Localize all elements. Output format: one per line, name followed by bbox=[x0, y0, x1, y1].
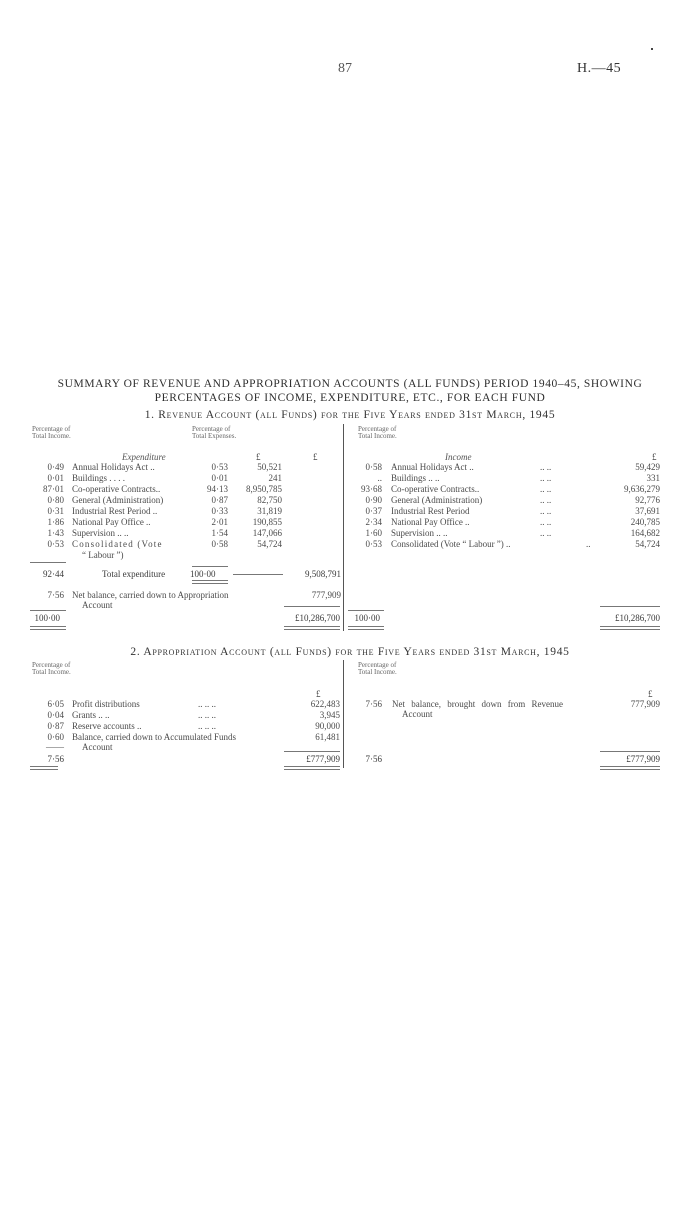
income-leader-dots: .. .. bbox=[540, 495, 552, 505]
appropriation-amount: 61,481 bbox=[315, 732, 340, 742]
income-currency: £ bbox=[652, 452, 657, 462]
double-rule bbox=[284, 626, 340, 630]
expenditure-pct-exp: 2·01 bbox=[211, 517, 228, 527]
appropriation-total-left: £777,909 bbox=[306, 754, 340, 764]
expenditure-amount: 54,724 bbox=[257, 539, 282, 549]
appropriation-pct: 0·04 bbox=[47, 710, 64, 720]
expenditure-amount: 82,750 bbox=[257, 495, 282, 505]
income-pct: 0·53 bbox=[365, 539, 382, 549]
appropriation-amount: 622,483 bbox=[310, 699, 340, 709]
income-label: General (Administration) bbox=[391, 495, 483, 505]
income-leader-dots: .. .. bbox=[540, 506, 552, 516]
income-pct: .. bbox=[377, 473, 382, 483]
summary-title-line-1: SUMMARY OF REVENUE AND APPROPRIATION ACCOUNTS (ALL FUNDS) PERIOD 1940–45, SHOWING bbox=[57, 378, 643, 390]
appropriation-amount: 90,000 bbox=[315, 721, 340, 731]
expenditure-amount: 8,950,785 bbox=[246, 484, 282, 494]
expenditure-pct: 0·80 bbox=[47, 495, 64, 505]
income-label: Industrial Rest Period bbox=[391, 506, 470, 516]
income-label: Co-operative Contracts.. bbox=[391, 484, 480, 494]
expenditure-label: General (Administration) bbox=[72, 495, 164, 505]
revenue-account-heading: 1. Revenue Account (all Funds) for the Five Years ended 31st March, 1945 bbox=[144, 409, 556, 421]
appropriation-label-continued: Account bbox=[82, 742, 113, 752]
appropriation-label: Profit distributions bbox=[72, 699, 140, 709]
rule bbox=[284, 606, 340, 607]
expenditure-pct-exp: 94·13 bbox=[207, 484, 228, 494]
total-pct-exp: 100·00 bbox=[190, 569, 216, 579]
appropriation-right-pct-income-header: Percentage of Total Income. bbox=[358, 661, 397, 676]
revenue-grand-pct-right: 100·00 bbox=[354, 613, 380, 623]
income-pct: 2·34 bbox=[365, 517, 382, 527]
appropriation-account-heading: 2. Appropriation Account (all Funds) for the Five Years ended 31st March, 1945 bbox=[130, 646, 570, 658]
appropriation-right-label-continued: Account bbox=[402, 709, 433, 719]
appropriation-column-divider bbox=[343, 660, 344, 768]
expenditure-pct: 1·43 bbox=[47, 528, 64, 538]
expenditure-pct: 0·49 bbox=[47, 462, 64, 472]
appropriation-pct: 0·87 bbox=[47, 721, 64, 731]
appropriation-total-pct-left: 7·56 bbox=[47, 754, 64, 764]
income-amount: 59,429 bbox=[635, 462, 660, 472]
income-label: Annual Holidays Act .. bbox=[391, 462, 474, 472]
net-balance-pct: 7·56 bbox=[47, 590, 64, 600]
income-amount: 37,691 bbox=[635, 506, 660, 516]
net-balance-label: Net balance, carried down to Appropriation bbox=[72, 590, 229, 600]
income-pct: 93·68 bbox=[361, 484, 382, 494]
rule bbox=[600, 606, 660, 607]
appropriation-total-right: £777,909 bbox=[626, 754, 660, 764]
income-amount: 331 bbox=[646, 473, 660, 483]
expenditure-pct: 0·31 bbox=[47, 506, 64, 516]
appropriation-right-amount: 777,909 bbox=[630, 699, 660, 709]
income-pct: 1·60 bbox=[365, 528, 382, 538]
appropriation-total-pct-right: 7·56 bbox=[365, 754, 382, 764]
rule bbox=[233, 574, 283, 575]
rule bbox=[348, 610, 384, 611]
appropriation-leader-dots: .. .. .. bbox=[198, 721, 216, 731]
expenditure-subheading: Expenditure bbox=[122, 452, 166, 462]
summary-title-line-2: PERCENTAGES OF INCOME, EXPENDITURE, ETC., FOR EACH FUND bbox=[154, 392, 546, 404]
income-amount: 92,776 bbox=[635, 495, 660, 505]
income-leader-dots: .. .. bbox=[540, 528, 552, 538]
income-leader-dots: .. .. bbox=[540, 484, 552, 494]
income-amount: 54,724 bbox=[635, 539, 660, 549]
double-rule bbox=[284, 766, 340, 770]
print-mark bbox=[651, 48, 653, 50]
expenditure-label-continued: “ Labour ”) bbox=[82, 550, 124, 560]
income-leader-dots: .. .. bbox=[540, 517, 552, 527]
expenditure-label: National Pay Office .. bbox=[72, 517, 151, 527]
appropriation-right-currency: £ bbox=[648, 689, 653, 699]
double-rule bbox=[600, 766, 660, 770]
appropriation-label: Balance, carried down to Accumulated Funds bbox=[72, 732, 236, 742]
expenditure-pct: 0·53 bbox=[47, 539, 64, 549]
revenue-grand-total-right: £10,286,700 bbox=[615, 613, 660, 623]
expenditure-pct-exp: 0·58 bbox=[211, 539, 228, 549]
expenditure-amount: 190,855 bbox=[252, 517, 282, 527]
expenditure-label: Co-operative Contracts.. bbox=[72, 484, 161, 494]
expenditure-amount: 241 bbox=[268, 473, 282, 483]
expenditure-pct: 1·86 bbox=[47, 517, 64, 527]
document-reference: H.—45 bbox=[577, 61, 622, 76]
expenditure-pct-exp: 0·33 bbox=[211, 506, 228, 516]
total-expenditure-amount: 9,508,791 bbox=[305, 569, 341, 579]
income-label: Buildings .. .. bbox=[391, 473, 440, 483]
income-pct: 0·37 bbox=[365, 506, 382, 516]
appropriation-continued-pct: —— bbox=[46, 742, 64, 752]
expenditure-currency-2: £ bbox=[313, 452, 318, 462]
revenue-column-divider bbox=[343, 424, 344, 631]
revenue-left-pct-exp-header: Percentage of Total Expenses. bbox=[192, 425, 237, 440]
appropriation-pct: 6·05 bbox=[47, 699, 64, 709]
income-amount: 164,682 bbox=[630, 528, 660, 538]
appropriation-right-label: Net balance, brought down from Revenue bbox=[392, 699, 563, 709]
double-rule bbox=[600, 626, 660, 630]
expenditure-label: Annual Holidays Act .. bbox=[72, 462, 155, 472]
income-subheading: Income bbox=[445, 452, 472, 462]
expenditure-amount: 31,819 bbox=[257, 506, 282, 516]
appropriation-leader-dots: .. .. .. bbox=[198, 699, 216, 709]
income-amount: 240,785 bbox=[630, 517, 660, 527]
revenue-grand-total-left: £10,286,700 bbox=[295, 613, 340, 623]
revenue-right-pct-income-header: Percentage of Total Income. bbox=[358, 425, 397, 440]
rule bbox=[284, 751, 340, 752]
rule bbox=[30, 610, 66, 611]
expenditure-pct: 0·01 bbox=[47, 473, 64, 483]
revenue-left-pct-income-header: Percentage of Total Income. bbox=[32, 425, 71, 440]
income-label: National Pay Office .. bbox=[391, 517, 470, 527]
expenditure-label: Buildings . . . . bbox=[72, 473, 126, 483]
income-label: Consolidated (Vote “ Labour ”) .. bbox=[391, 539, 511, 549]
double-rule bbox=[30, 626, 66, 630]
net-balance-amount: 777,909 bbox=[311, 590, 341, 600]
appropriation-left-currency: £ bbox=[316, 689, 321, 699]
expenditure-amount: 50,521 bbox=[257, 462, 282, 472]
appropriation-left-pct-income-header: Percentage of Total Income. bbox=[32, 661, 71, 676]
double-rule bbox=[30, 766, 58, 770]
expenditure-label: Supervision .. .. bbox=[72, 528, 129, 538]
expenditure-pct-exp: 0·53 bbox=[211, 462, 228, 472]
income-leader-dots: .. .. bbox=[540, 462, 552, 472]
expenditure-pct: 87·01 bbox=[43, 484, 64, 494]
expenditure-currency-1: £ bbox=[256, 452, 261, 462]
double-rule bbox=[192, 580, 228, 584]
expenditure-amount: 147,066 bbox=[252, 528, 282, 538]
page-number: 87 bbox=[338, 61, 352, 76]
appropriation-leader-dots: .. .. .. bbox=[198, 710, 216, 720]
rule bbox=[192, 566, 228, 567]
expenditure-pct-exp: 0·87 bbox=[211, 495, 228, 505]
expenditure-pct-exp: 0·01 bbox=[211, 473, 228, 483]
appropriation-amount: 3,945 bbox=[319, 710, 340, 720]
appropriation-label: Grants .. .. bbox=[72, 710, 110, 720]
expenditure-label: Industrial Rest Period .. bbox=[72, 506, 158, 516]
expenditure-label: Consolidated (Vote bbox=[72, 539, 163, 549]
total-pct: 92·44 bbox=[43, 569, 64, 579]
expenditure-pct-exp: 1·54 bbox=[211, 528, 228, 538]
income-pct: 0·58 bbox=[365, 462, 382, 472]
income-label: Supervision .. .. bbox=[391, 528, 448, 538]
appropriation-pct: 0·60 bbox=[47, 732, 64, 742]
net-balance-label-continued: Account bbox=[82, 600, 113, 610]
appropriation-right-pct: 7·56 bbox=[365, 699, 382, 709]
income-amount: 9,636,279 bbox=[624, 484, 660, 494]
income-pct: 0·90 bbox=[365, 495, 382, 505]
income-leader-dots: .. .. bbox=[540, 473, 552, 483]
appropriation-label: Reserve accounts .. bbox=[72, 721, 142, 731]
rule bbox=[30, 562, 66, 563]
rule bbox=[600, 751, 660, 752]
total-expenditure-label: Total expenditure bbox=[102, 569, 166, 579]
revenue-grand-pct-left: 100·00 bbox=[34, 613, 60, 623]
double-rule bbox=[348, 626, 384, 630]
income-leader-dots: .. bbox=[586, 539, 591, 549]
